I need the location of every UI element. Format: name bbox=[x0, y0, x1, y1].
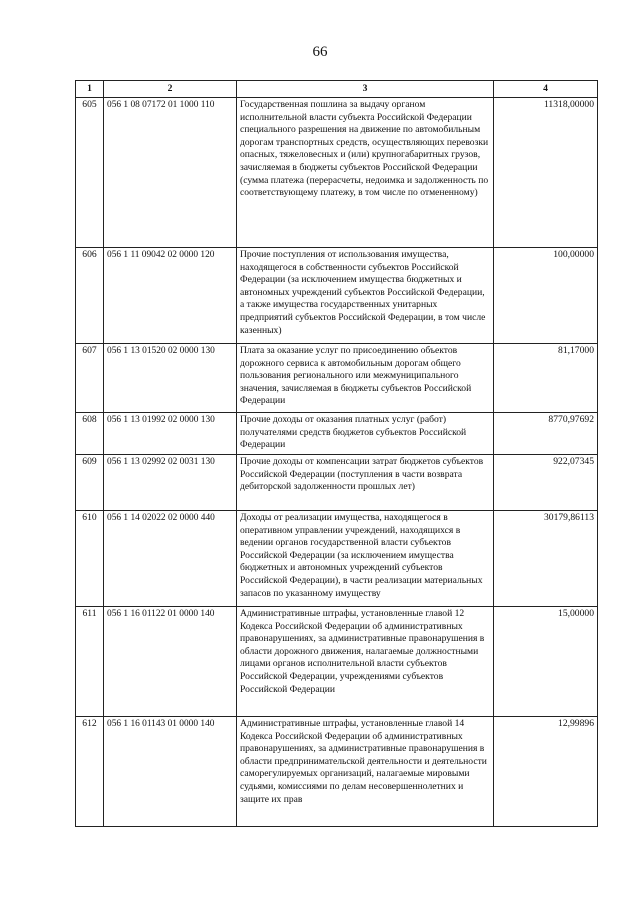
table-row bbox=[76, 248, 598, 344]
budget-code: 056 1 13 01520 02 0000 130 bbox=[104, 344, 237, 413]
row-number: 606 bbox=[76, 248, 104, 344]
table-row bbox=[76, 455, 598, 511]
amount: 11318,00000 bbox=[494, 98, 598, 248]
amount: 8770,97692 bbox=[494, 413, 598, 455]
revenue-description: Прочие доходы от оказания платных услуг (работ) получателями средств бюджетов субъектов Российской Федерации bbox=[237, 413, 494, 455]
row-number: 611 bbox=[76, 607, 104, 717]
amount: 12,99896 bbox=[494, 717, 598, 827]
revenue-description: Доходы от реализации имущества, находящегося в оперативном управлении учреждений, находящихся в ведении органов государственной власти субъектов Российской Федерации (за исключением имущества бюджетных и автономных учреждений субъектов Российской Федерации), в части реализации материальных запасов по указанному имуществу bbox=[237, 511, 494, 607]
amount: 922,07345 bbox=[494, 455, 598, 511]
revenue-description: Прочие доходы от компенсации затрат бюджетов субъектов Российской Федерации (поступления в части возврата дебиторской задолженности прошлых лет) bbox=[237, 455, 494, 511]
row-number: 608 bbox=[76, 413, 104, 455]
column-header: 4 bbox=[494, 81, 598, 98]
revenue-description: Плата за оказание услуг по присоединению объектов дорожного сервиса к автомобильным дорогам общего пользования регионального или межмуниципального значения, зачисляемая в бюджеты субъектов Российской Федерации bbox=[237, 344, 494, 413]
table-row bbox=[76, 717, 598, 827]
page-number: 66 bbox=[312, 44, 328, 60]
revenue-table bbox=[75, 80, 598, 827]
column-header: 2 bbox=[104, 81, 237, 98]
row-number: 609 bbox=[76, 455, 104, 511]
table-row bbox=[76, 413, 598, 455]
amount: 81,17000 bbox=[494, 344, 598, 413]
budget-code: 056 1 13 01992 02 0000 130 bbox=[104, 413, 237, 455]
table-row bbox=[76, 98, 598, 248]
table-header-row bbox=[76, 81, 598, 98]
amount: 30179,86113 bbox=[494, 511, 598, 607]
amount: 15,00000 bbox=[494, 607, 598, 717]
revenue-description: Прочие поступления от использования имущества, находящегося в собственности субъектов Российской Федерации (за исключением имущества бюджетных и автономных учреждений субъектов Российской Федерации, а также имущества государственных унитарных предприятий субъектов Российской Федерации, в том числе казенных) bbox=[237, 248, 494, 344]
table-row bbox=[76, 607, 598, 717]
row-number: 612 bbox=[76, 717, 104, 827]
revenue-description: Государственная пошлина за выдачу органом исполнительной власти субъекта Российской Федерации специального разрешения на движение по автомобильным дорогам транспортных средств, осуществляющих перевозки опасных, тяжеловесных и (или) крупногабаритных грузов, зачисляемая в бюджеты субъектов Российской Федерации (сумма платежа (перерасчеты, недоимка и задолженность по соответствующему платежу, в том числе по отмененному) bbox=[237, 98, 494, 248]
row-number: 607 bbox=[76, 344, 104, 413]
budget-code: 056 1 08 07172 01 1000 110 bbox=[104, 98, 237, 248]
amount: 100,00000 bbox=[494, 248, 598, 344]
budget-code: 056 1 13 02992 02 0031 130 bbox=[104, 455, 237, 511]
budget-code: 056 1 16 01122 01 0000 140 bbox=[104, 607, 237, 717]
column-header: 1 bbox=[76, 81, 104, 98]
budget-code: 056 1 16 01143 01 0000 140 bbox=[104, 717, 237, 827]
revenue-description: Административные штрафы, установленные главой 12 Кодекса Российской Федерации об административных правонарушениях, за административные правонарушения в области дорожного движения, налагаемые должностными лицами органов исполнительной власти субъектов Российской Федерации, учреждениями субъектов Российской Федерации bbox=[237, 607, 494, 717]
revenue-description: Административные штрафы, установленные главой 14 Кодекса Российской Федерации об административных правонарушениях, за административные правонарушения в области предпринимательской деятельности и деятельности саморегулируемых организаций, налагаемые мировыми судьями, комиссиями по делам несовершеннолетних и защите их прав bbox=[237, 717, 494, 827]
budget-code: 056 1 11 09042 02 0000 120 bbox=[104, 248, 237, 344]
table-row bbox=[76, 344, 598, 413]
table-row bbox=[76, 511, 598, 607]
budget-code: 056 1 14 02022 02 0000 440 bbox=[104, 511, 237, 607]
column-header: 3 bbox=[237, 81, 494, 98]
row-number: 610 bbox=[76, 511, 104, 607]
row-number: 605 bbox=[76, 98, 104, 248]
